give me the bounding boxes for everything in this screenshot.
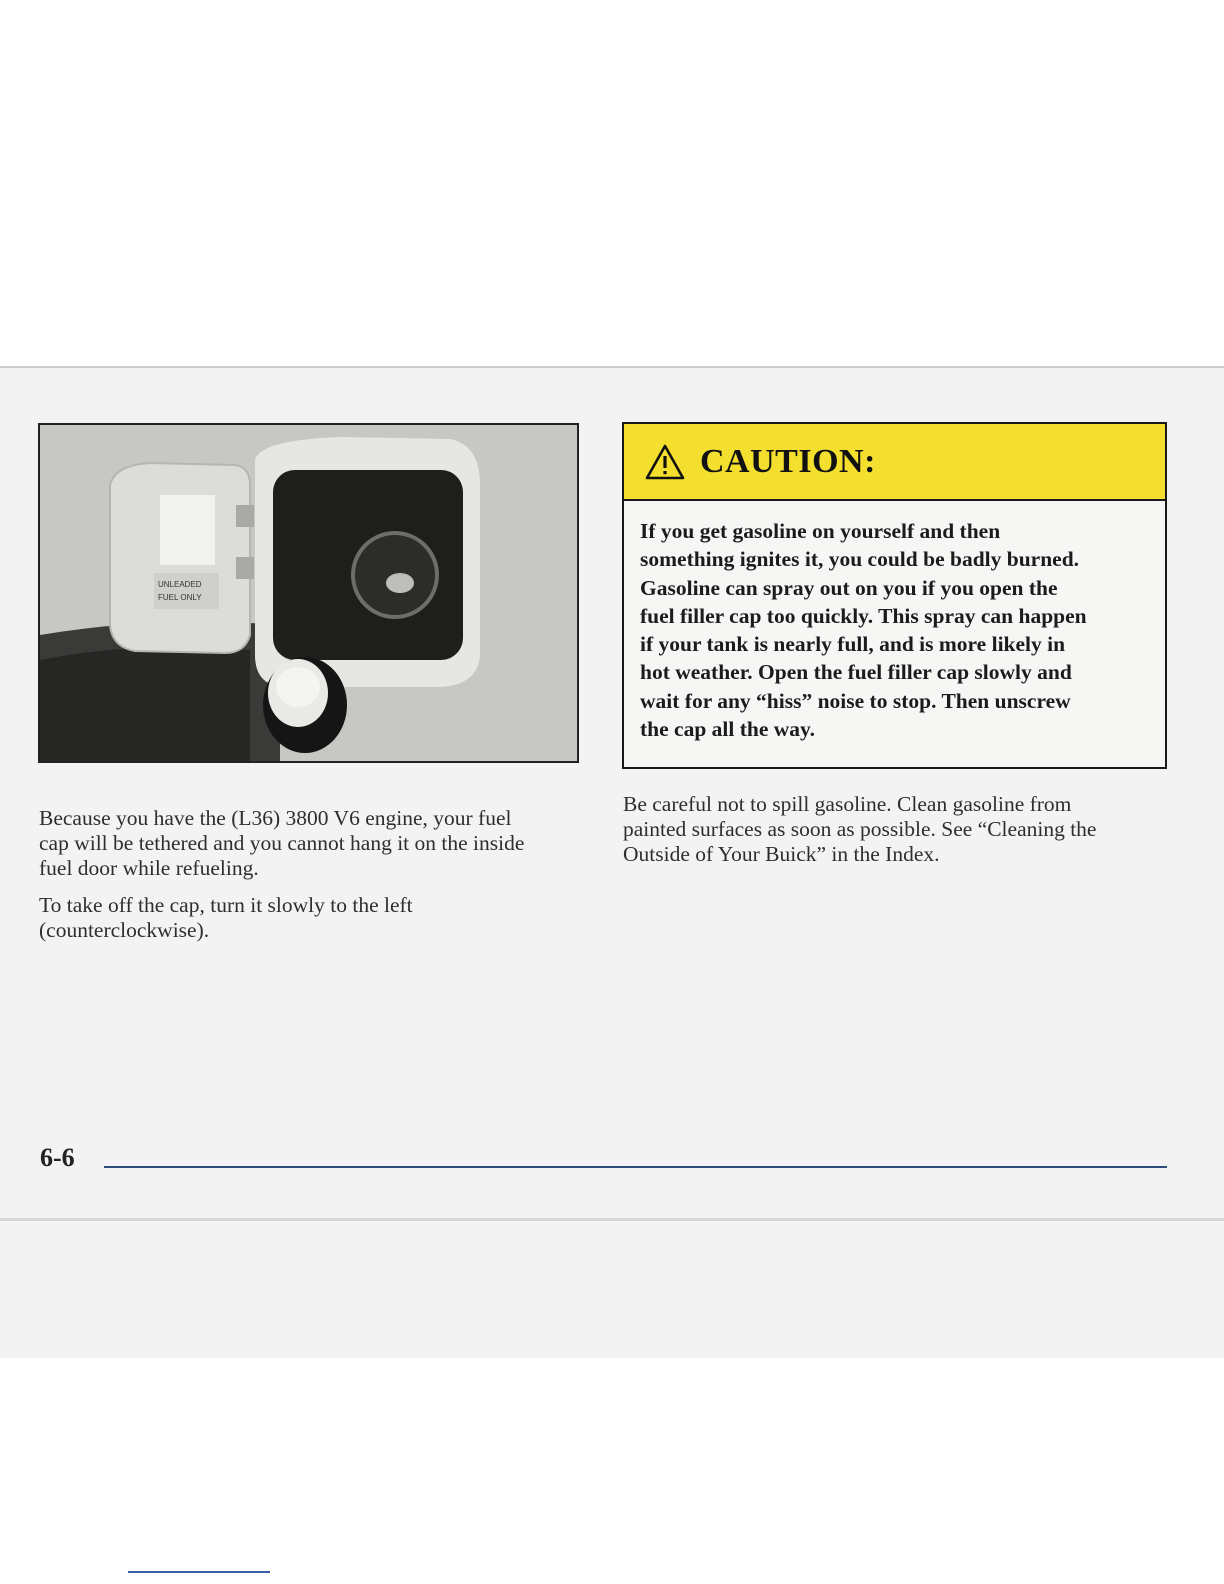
caution-line: the cap all the way. [640,717,815,742]
right-column-text [623,792,1168,879]
spill-paragraph [623,792,1168,867]
caution-line: fuel filler cap too quickly. This spray can happen [640,603,1087,628]
caution-line: Gasoline can spray out on you if you open the [640,575,1058,600]
text-line: To take off the cap, turn it slowly to the left [39,893,413,917]
caution-line: hot weather. Open the fuel filler cap slowly and [640,660,1072,685]
fuel-label-line-1: UNLEADED [158,580,202,589]
text-line: (counterclockwise). [39,918,210,942]
remove-cap-paragraph [39,893,584,943]
caution-text [624,501,1165,743]
caution-box [622,422,1167,769]
text-line: painted surfaces as soon as possible. See “Cleaning the [623,817,1097,841]
text-line: Be careful not to spill gasoline. Clean gasoline from [623,792,1072,816]
bottom-link-underline [128,1571,270,1573]
page-number: 6-6 [40,1143,75,1172]
fuel-label-line-2: FUEL ONLY [158,593,202,602]
text-line: cap will be tethered and you cannot hang it on the inside [39,831,525,855]
fuel-door-photo [38,423,579,763]
text-line: fuel door while refueling. [39,856,259,880]
footer-rule [104,1166,1167,1168]
band-top-divider [0,366,1224,368]
text-line: Outside of Your Buick” in the Index. [623,842,940,866]
caution-line: If you get gasoline on yourself and then [640,519,1001,543]
caution-line: if your tank is nearly full, and is more likely in [640,632,1066,657]
warning-triangle-icon [644,443,686,481]
band-bottom-divider [0,1218,1224,1221]
left-column-text [39,806,584,955]
caution-title: CAUTION: [700,442,876,480]
tethered-cap-paragraph [39,806,584,881]
caution-line: wait for any “hiss” noise to stop. Then unscrew [640,688,1071,713]
caution-header [624,424,1165,501]
caution-line: something ignites it, you could be badly burned. [640,547,1080,572]
text-line: Because you have the (L36) 3800 V6 engine, your fuel [39,806,512,830]
